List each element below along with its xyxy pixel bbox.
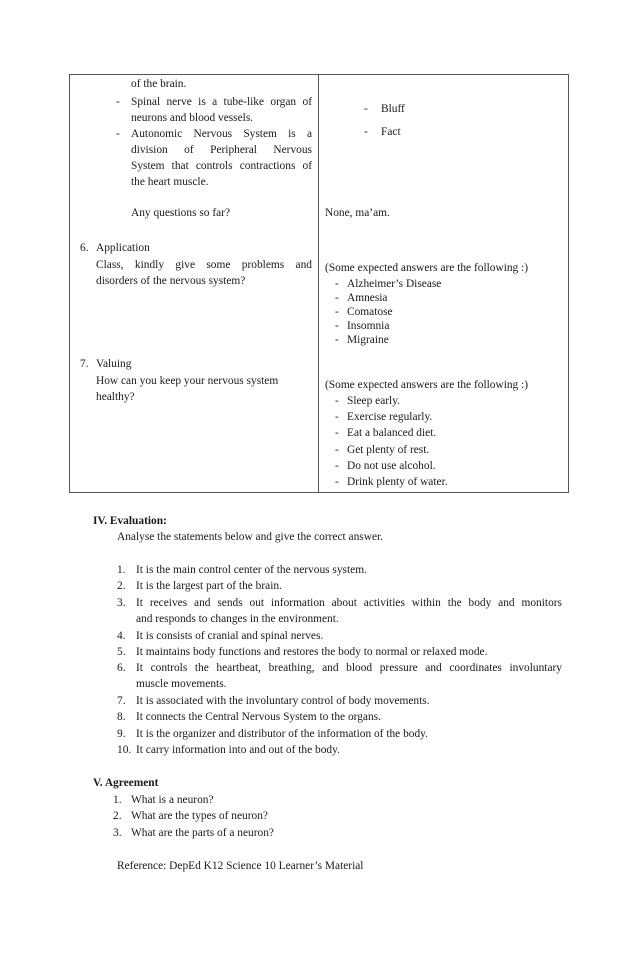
bullet-dash: - <box>116 128 120 140</box>
eval-item-text: It is consists of cranial and spinal nerves. <box>136 630 324 642</box>
reference-line: Reference: DepEd K12 Science 10 Learner’s Material <box>117 860 364 872</box>
expected-answers-intro: (Some expected answers are the following :) <box>325 379 529 391</box>
bullet-line: the heart muscle. <box>131 176 209 188</box>
eval-item-text: muscle movements. <box>136 678 227 690</box>
healthy-item: Sleep early. <box>347 395 401 407</box>
application-number: 6. <box>80 242 89 254</box>
questions-prompt: Any questions so far? <box>131 207 231 219</box>
eval-item-number: 10. <box>117 744 132 756</box>
evaluation-intro: Analyse the statements below and give the correct answer. <box>117 531 384 543</box>
valuing-title: Valuing <box>96 358 132 370</box>
answer-none: None, ma’am. <box>325 207 390 219</box>
agreement-heading: V. Agreement <box>93 777 159 789</box>
healthy-item: Do not use alcohol. <box>347 460 436 472</box>
healthy-item: Eat a balanced diet. <box>347 427 437 439</box>
evaluation-heading: IV. Evaluation: <box>93 515 167 527</box>
answer-dash: - <box>364 103 368 115</box>
answer-dash: - <box>364 126 368 138</box>
eval-item-text: It is the main control center of the nervous system. <box>136 564 367 576</box>
valuing-line: healthy? <box>96 391 135 403</box>
disorder-item: Amnesia <box>347 292 388 304</box>
expected-answers-intro: (Some expected answers are the following :) <box>325 262 529 274</box>
agreement-item-text: What are the types of neuron? <box>131 810 268 822</box>
application-title: Application <box>96 242 150 254</box>
valuing-line: How can you keep your nervous system <box>96 375 279 387</box>
eval-item-number: 1. <box>117 564 126 576</box>
disorder-item: Insomnia <box>347 320 390 332</box>
eval-item-number: 7. <box>117 695 126 707</box>
agreement-item-number: 1. <box>113 794 122 806</box>
eval-item-number: 2. <box>117 580 126 592</box>
bullet-line: Autonomic Nervous System is a <box>131 128 312 140</box>
healthy-item: Get plenty of rest. <box>347 444 430 456</box>
eval-item-number: 5. <box>117 646 126 658</box>
answer-bluff: Bluff <box>381 103 405 115</box>
application-line: disorders of the nervous system? <box>96 275 246 287</box>
eval-item-text: It is the organizer and distributor of the information of the body. <box>136 728 428 740</box>
continued-line: of the brain. <box>131 78 187 90</box>
agreement-item-number: 2. <box>113 810 122 822</box>
bullet-line: System that controls contractions of <box>131 160 312 172</box>
eval-item-text: It is the largest part of the brain. <box>136 580 282 592</box>
eval-item-text: It is associated with the involuntary control of body movements. <box>136 695 430 707</box>
eval-item-number: 9. <box>117 728 126 740</box>
agreement-item-number: 3. <box>113 827 122 839</box>
eval-item-text: It controls the heartbeat, breathing, and blood pressure and coordinates involuntary <box>136 662 562 674</box>
eval-item-text: It carry information into and out of the body. <box>136 744 340 756</box>
disorder-item: Comatose <box>347 306 393 318</box>
healthy-item: Drink plenty of water. <box>347 476 448 488</box>
disorder-item: Migraine <box>347 334 389 346</box>
valuing-number: 7. <box>80 358 89 370</box>
eval-item-number: 4. <box>117 630 126 642</box>
bullet-line: neurons and blood vessels. <box>131 112 254 124</box>
eval-item-text: It maintains body functions and restores the body to normal or relaxed mode. <box>136 646 488 658</box>
disorder-item: Alzheimer’s Disease <box>347 278 442 290</box>
eval-item-text: It connects the Central Nervous System to the organs. <box>136 711 381 723</box>
agreement-item-text: What is a neuron? <box>131 794 214 806</box>
eval-item-text: and responds to changes in the environment. <box>136 613 339 625</box>
eval-item-number: 6. <box>117 662 126 674</box>
healthy-item: Exercise regularly. <box>347 411 433 423</box>
bullet-line: Spinal nerve is a tube-like organ of <box>131 96 312 108</box>
application-line: Class, kindly give some problems and <box>96 259 312 271</box>
answer-fact: Fact <box>381 126 401 138</box>
eval-item-number: 3. <box>117 597 126 609</box>
bullet-line: division of Peripheral Nervous <box>131 144 312 156</box>
agreement-item-text: What are the parts of a neuron? <box>131 827 274 839</box>
table-column-divider <box>318 74 319 493</box>
eval-item-text: It receives and sends out information about activities within the body and monitors <box>136 597 562 609</box>
eval-item-number: 8. <box>117 711 126 723</box>
bullet-dash: - <box>116 96 120 108</box>
